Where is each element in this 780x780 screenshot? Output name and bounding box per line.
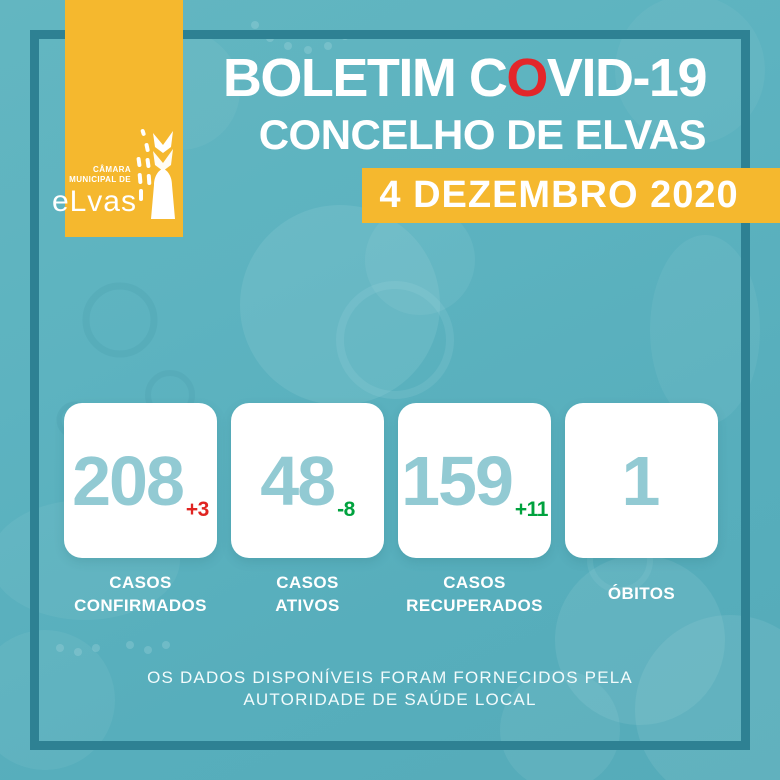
title-red-o: O: [506, 48, 547, 108]
stat-label-line1: ÓBITOS: [607, 584, 676, 604]
stat-delta: +3: [185, 498, 209, 521]
stat-confirmed: [64, 403, 217, 617]
stat-label: [275, 571, 339, 617]
source-note-line2: AUTORIDADE DE SAÚDE LOCAL: [243, 690, 537, 710]
stat-label: [608, 571, 675, 617]
stat-value: 1: [621, 441, 659, 520]
logo-org-line2: MUNICIPAL DE: [69, 175, 131, 184]
logo-wordmark: eLvas: [51, 185, 137, 218]
stats-row: [64, 403, 718, 617]
stat-label-line1: CASOS: [443, 572, 506, 592]
stat-active: [231, 403, 384, 617]
municipality-logo: [51, 0, 183, 237]
headline-block: [223, 50, 706, 156]
stat-card: [231, 403, 384, 558]
title-suffix: VID-19: [546, 48, 706, 108]
stat-label-line2: CONFIRMADOS: [74, 596, 207, 615]
page-subtitle: CONCELHO DE ELVAS: [258, 110, 706, 158]
data-source-note: [0, 667, 780, 712]
stat-label-line2: ATIVOS: [275, 596, 340, 615]
date-banner: [362, 168, 780, 223]
stat-card: [565, 403, 718, 558]
stat-delta: -8: [337, 498, 355, 521]
stat-card: [64, 403, 217, 558]
stat-value: 159: [401, 441, 512, 520]
stat-delta: +11: [514, 498, 548, 521]
stat-recovered: [398, 403, 551, 617]
stat-value: 208: [72, 441, 183, 520]
date-text: 4 DEZEMBRO 2020: [379, 174, 739, 216]
logo-org-line1: CÂMARA: [93, 165, 131, 174]
elvas-castle-icon: [135, 127, 177, 219]
stat-card: [398, 403, 551, 558]
source-note-line1: OS DADOS DISPONÍVEIS FORAM FORNECIDOS PELA: [147, 668, 633, 687]
title-prefix: BOLETIM C: [222, 48, 507, 108]
stat-label-line1: CASOS: [276, 572, 339, 592]
stat-label: [406, 571, 543, 617]
stat-deaths: [565, 403, 718, 617]
stat-label-line1: CASOS: [109, 572, 172, 592]
stat-value: 48: [260, 441, 335, 520]
logo-org-text: [69, 165, 131, 185]
page-title: [223, 50, 706, 107]
stat-label-line2: RECUPERADOS: [406, 596, 543, 615]
stat-label: [74, 571, 207, 617]
